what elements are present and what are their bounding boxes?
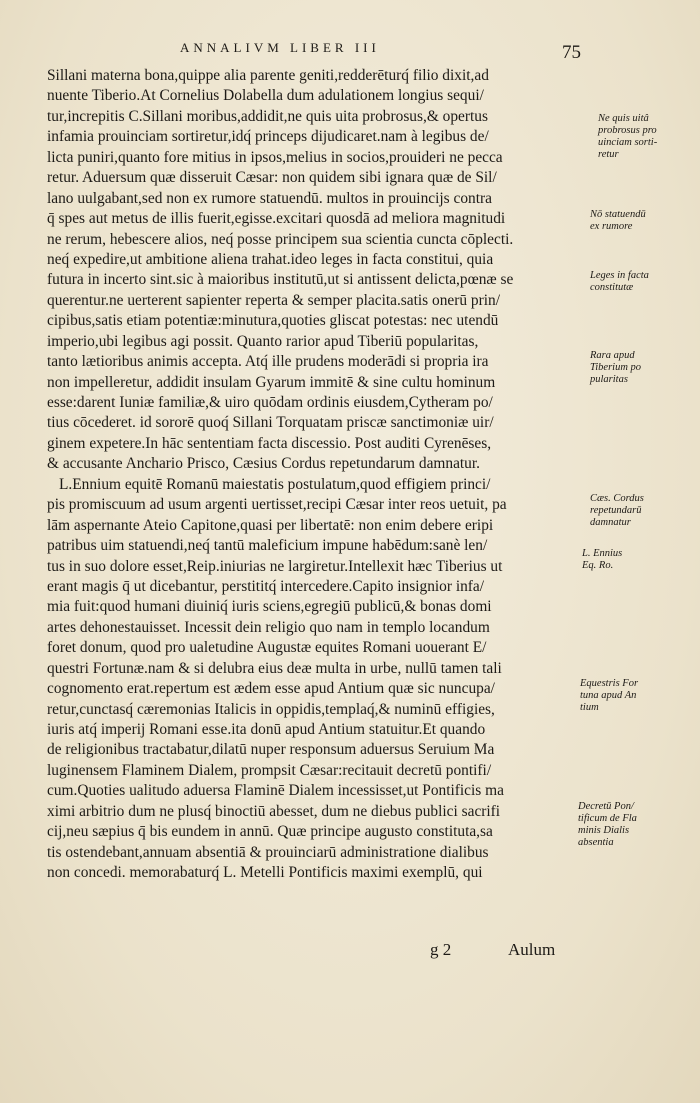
text-line: de religionibus tractabatur,dilatū nuper responsum aduersus Seruium Ma	[47, 741, 495, 759]
marginal-note: Ne quis uitâ probrosus pro uinciam sorti- retur	[598, 113, 658, 160]
page-number: 75	[562, 42, 581, 63]
main-text-block	[47, 66, 585, 884]
signature-mark: g 2	[430, 940, 452, 959]
marginal-note: Decretū Pon/ tificum de Fla minis Dialis absentia	[578, 801, 637, 848]
text-line: querentur.ne uerterent sapienter reperta & semper placita.satis onerū prin/	[47, 291, 500, 309]
text-line: & accusante Anchario Prisco, Cæsius Cordus repetundarum damnatur.	[47, 455, 480, 473]
text-line: lām aspernante Ateio Capitone,quasi per libertatē: non enim debere eripi	[47, 516, 494, 534]
text-line: infamia prouinciam sortiretur,idq́ princeps dijudicaret.nam à legibus de/	[47, 128, 489, 146]
marginal-note: Rara apud Tiberium po pularitas	[590, 350, 642, 385]
text-line: retur. Aduersum quæ disseruit Cæsar: non quidem sibi ignara quæ de Sil/	[47, 169, 497, 187]
text-line: tis ostendebant,annuam absentiā & prouinciarū administratione dialibus	[47, 843, 489, 861]
text-line: cipibus,satis etiam potentiæ:minutura,quoties gliscat potestas: nec utendū	[47, 312, 499, 330]
text-line: ne rerum, hebescere alios, neq́ posse principem sua scientia cuncta cōplecti.	[47, 230, 514, 248]
text-line: retur,cunctasq́ cæremonias Italicis in oppidis,templaq́,& numinū effigies,	[47, 700, 495, 718]
text-line: tius cōcederet. id sororē quoq́ Sillani Torquatam priscæ sanctimoniæ uir/	[47, 414, 494, 432]
text-line: L.Ennium equitē Romanū maiestatis postulatum,quod effigiem princi/	[59, 475, 491, 493]
text-line: mia fuit:quod humani diuiniq́ iuris sciens,egregiū publicū,& bonas domi	[47, 598, 492, 616]
text-line: tanto lætioribus animis accepta. Atq́ ille prudens moderādi si propria ira	[47, 353, 489, 371]
text-line: erant magis q̄ ut dicebantur, perstititq́ intercedere.Capito insignior infa/	[47, 577, 485, 595]
text-line: Sillani materna bona,quippe alia parente geniti,redderēturq́ filio dixit,ad	[47, 67, 489, 84]
marginal-note: Leges in facta constitutæ	[590, 270, 649, 293]
text-line: imperio,ubi legibus agi possit. Quanto rarior apud Tiberiū popularitas,	[47, 332, 479, 350]
text-line: pis promiscuum ad usum argenti uertisset,recipi Cæsar inter reos uetuit, pa	[47, 496, 507, 514]
text-line: cognomento erat.repertum est ædem esse apud Antium quæ sic nuncupa/	[47, 680, 495, 698]
text-line: non concedi. memorabaturq́ L. Metelli Pontificis maximi exemplū, qui	[47, 864, 483, 882]
text-line: licta puniri,quanto fore mitius in ipsos,melius in socios,prouideri ne pecca	[47, 148, 503, 166]
text-line: ximi arbitrio dum ne plusq́ binoctiū abesset, dum ne diebus publici sacrifi	[47, 802, 501, 820]
text-line: cij,neu sæpius q̄ bis eundem in annū. Quæ principe augusto constituta,sa	[47, 823, 493, 841]
text-line: foret donum, quod pro ualetudine Augustæ equites Romani uouerant E/	[47, 639, 487, 657]
marginal-note: Nō statuendū ex rumore	[590, 209, 646, 232]
text-line: futura in incerto sint.sic à maioribus institutū,ut si antissent delicta,pœnæ se	[47, 271, 514, 289]
running-title: ANNALIVM LIBER III	[180, 40, 380, 55]
text-line: cum.Quoties ualitudo aduersa Flaminē Dialem incessisset,ut Pontificis ma	[47, 782, 504, 800]
text-line: ginem expetere.In hāc sententiam facta discessio. Post auditi Cyrenēses,	[47, 434, 492, 452]
text-line: esse:darent Iuniæ familiæ,& uiro quōdam ordinis eiusdem,Cytheram po/	[47, 394, 493, 411]
text-line: luginensem Flaminem Dialem, prompsit Cæsar:recitauit decretū pontifi/	[47, 761, 492, 779]
text-line: neq́ expedire,ut ambitione aliena trahat.ideo leges in facta constitui, quia	[47, 250, 494, 268]
text-line: artes dehonestauisset. Incessit dein religio quo nam in templo locandum	[47, 618, 490, 636]
text-line: questri Fortunæ.nam & si delubra eius deæ multa in urbe, nullū tamen tali	[47, 659, 502, 677]
marginal-note: Equestris For tuna apud An tium	[580, 678, 639, 713]
marginal-note: Cæs. Cordus repetundarū damnatur	[590, 493, 644, 528]
text-line: tur,increpitis C.Sillani moribus,addidit,ne quis uita probrosus,& opertus	[47, 107, 488, 125]
text-line: iuris atq́ imperij Romani esse.ita donū apud Antium statuitur.Et quando	[47, 721, 486, 738]
text-line: nuente Tiberio.At Cornelius Dolabella dum adulationem longius sequi/	[47, 87, 484, 105]
text-line: lano uulgabant,sed non ex rumore statuendū. multos in prouincijs contra	[47, 189, 492, 207]
text-line: q̄ spes aut metus de illis fuerit,egisse.excitari quosdā ad meliora magnitudi	[47, 210, 506, 228]
catchword: Aulum	[508, 940, 556, 959]
text-line: patribus uim statuendi,neq́ tantū maleficium impune habēdum:sanè len/	[47, 537, 488, 555]
text-line: non impelleretur, addidit insulam Gyarum immitē & sine cultu hominum	[47, 373, 496, 391]
marginal-note: L. Ennius Eq. Ro.	[582, 548, 623, 571]
text-line: tus in suo dolore esset,Reip.iniurias ne largiretur.Intellexit hæc Tiberius ut	[47, 557, 503, 575]
